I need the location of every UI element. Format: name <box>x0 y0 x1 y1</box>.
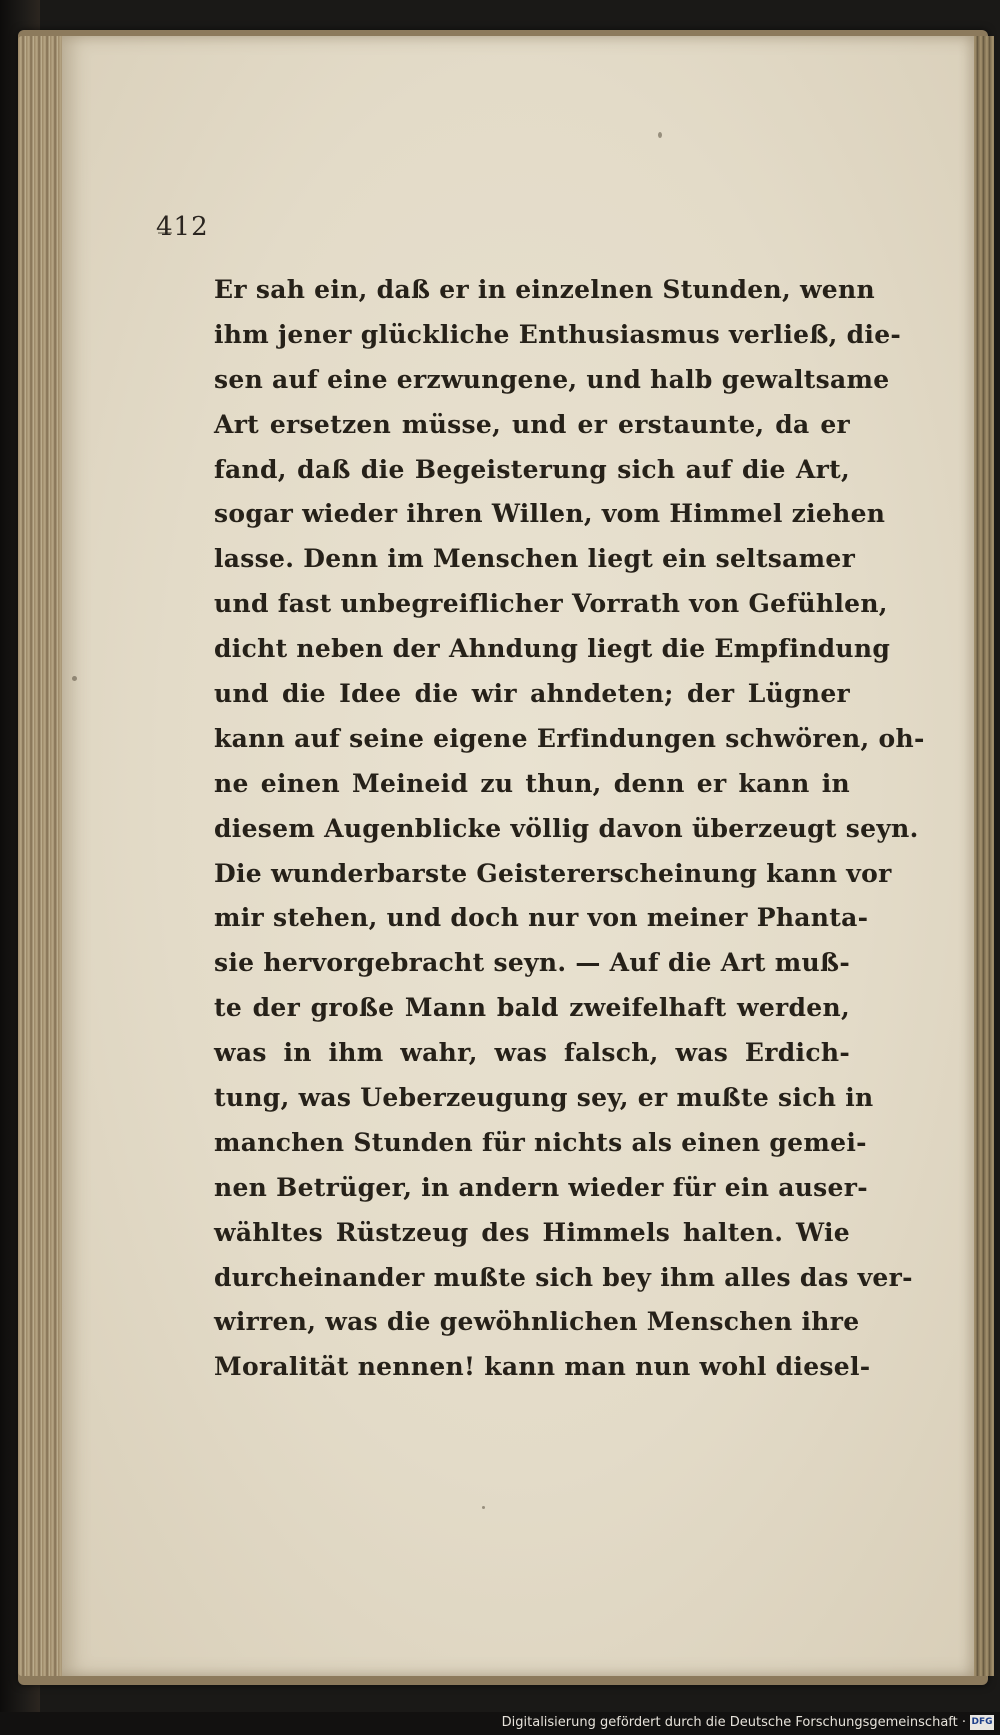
text-line: kann auf seine eigene Erfindungen schwören, oh- <box>214 723 925 753</box>
text-line: Die wunderbarste Geistererscheinung kann vor <box>214 858 892 888</box>
text-line: mir stehen, und doch nur von meiner Phanta- <box>214 903 869 933</box>
text-line: was in ihm wahr, was falsch, was Erdich- <box>214 1038 850 1068</box>
text-line: ihm jener glückliche Enthusiasmus verließ, die- <box>214 319 902 349</box>
text-line: lasse. Denn im Menschen liegt ein seltsamer <box>214 544 856 574</box>
text-line: und fast unbegreiflicher Vorrath von Gefühlen, <box>214 589 888 619</box>
paper-speck <box>482 1506 485 1509</box>
text-line: ne einen Meineid zu thun, denn er kann in <box>214 768 850 798</box>
text-line: manchen Stunden für nichts als einen gemei- <box>214 1127 867 1157</box>
text-line: und die Idee die wir ahndeten; der Lügner <box>214 679 850 709</box>
digitization-credit: Digitalisierung gefördert durch die Deutsche Forschungsgemeinschaft · <box>501 1715 966 1730</box>
text-line: dicht neben der Ahndung liegt die Empfindung <box>214 634 891 664</box>
footer-bar <box>0 1712 1000 1735</box>
text-line: Moralität nennen! kann man nun wohl diesel- <box>214 1352 871 1382</box>
text-line: sie hervorgebracht seyn. — Auf die Art muß- <box>214 948 850 978</box>
text-line: durcheinander mußte sich bey ihm alles das ver- <box>214 1262 913 1292</box>
text-line: wirren, was die gewöhnlichen Menschen ihre <box>214 1307 860 1337</box>
paper-speck <box>658 132 662 138</box>
text-line: Er sah ein, daß er in einzelnen Stunden, wenn <box>214 275 875 304</box>
text-line: te der große Mann bald zweifelhaft werden, <box>214 993 850 1023</box>
text-line: Art ersetzen müsse, und er erstaunte, da er <box>214 409 850 439</box>
page-edges-right <box>972 36 994 1676</box>
text-line: tung, was Ueberzeugung sey, er mußte sich in <box>214 1083 874 1113</box>
text-line: fand, daß die Begeisterung sich auf die Art, <box>214 454 850 484</box>
text-line: sen auf eine erzwungene, und halb gewaltsame <box>214 364 890 394</box>
text-line: diesem Augenblicke völlig davon überzeugt seyn. <box>214 813 919 843</box>
text-line: nen Betrüger, in andern wieder für ein auser- <box>214 1172 868 1202</box>
body-text <box>214 268 925 1390</box>
dfg-logo: DFG <box>970 1715 994 1730</box>
text-line: sogar wieder ihren Willen, vom Himmel ziehen <box>214 499 886 529</box>
paper-speck <box>72 676 77 681</box>
page-number: 412 <box>156 212 209 242</box>
text-line: wähltes Rüstzeug des Himmels halten. Wie <box>214 1217 850 1247</box>
